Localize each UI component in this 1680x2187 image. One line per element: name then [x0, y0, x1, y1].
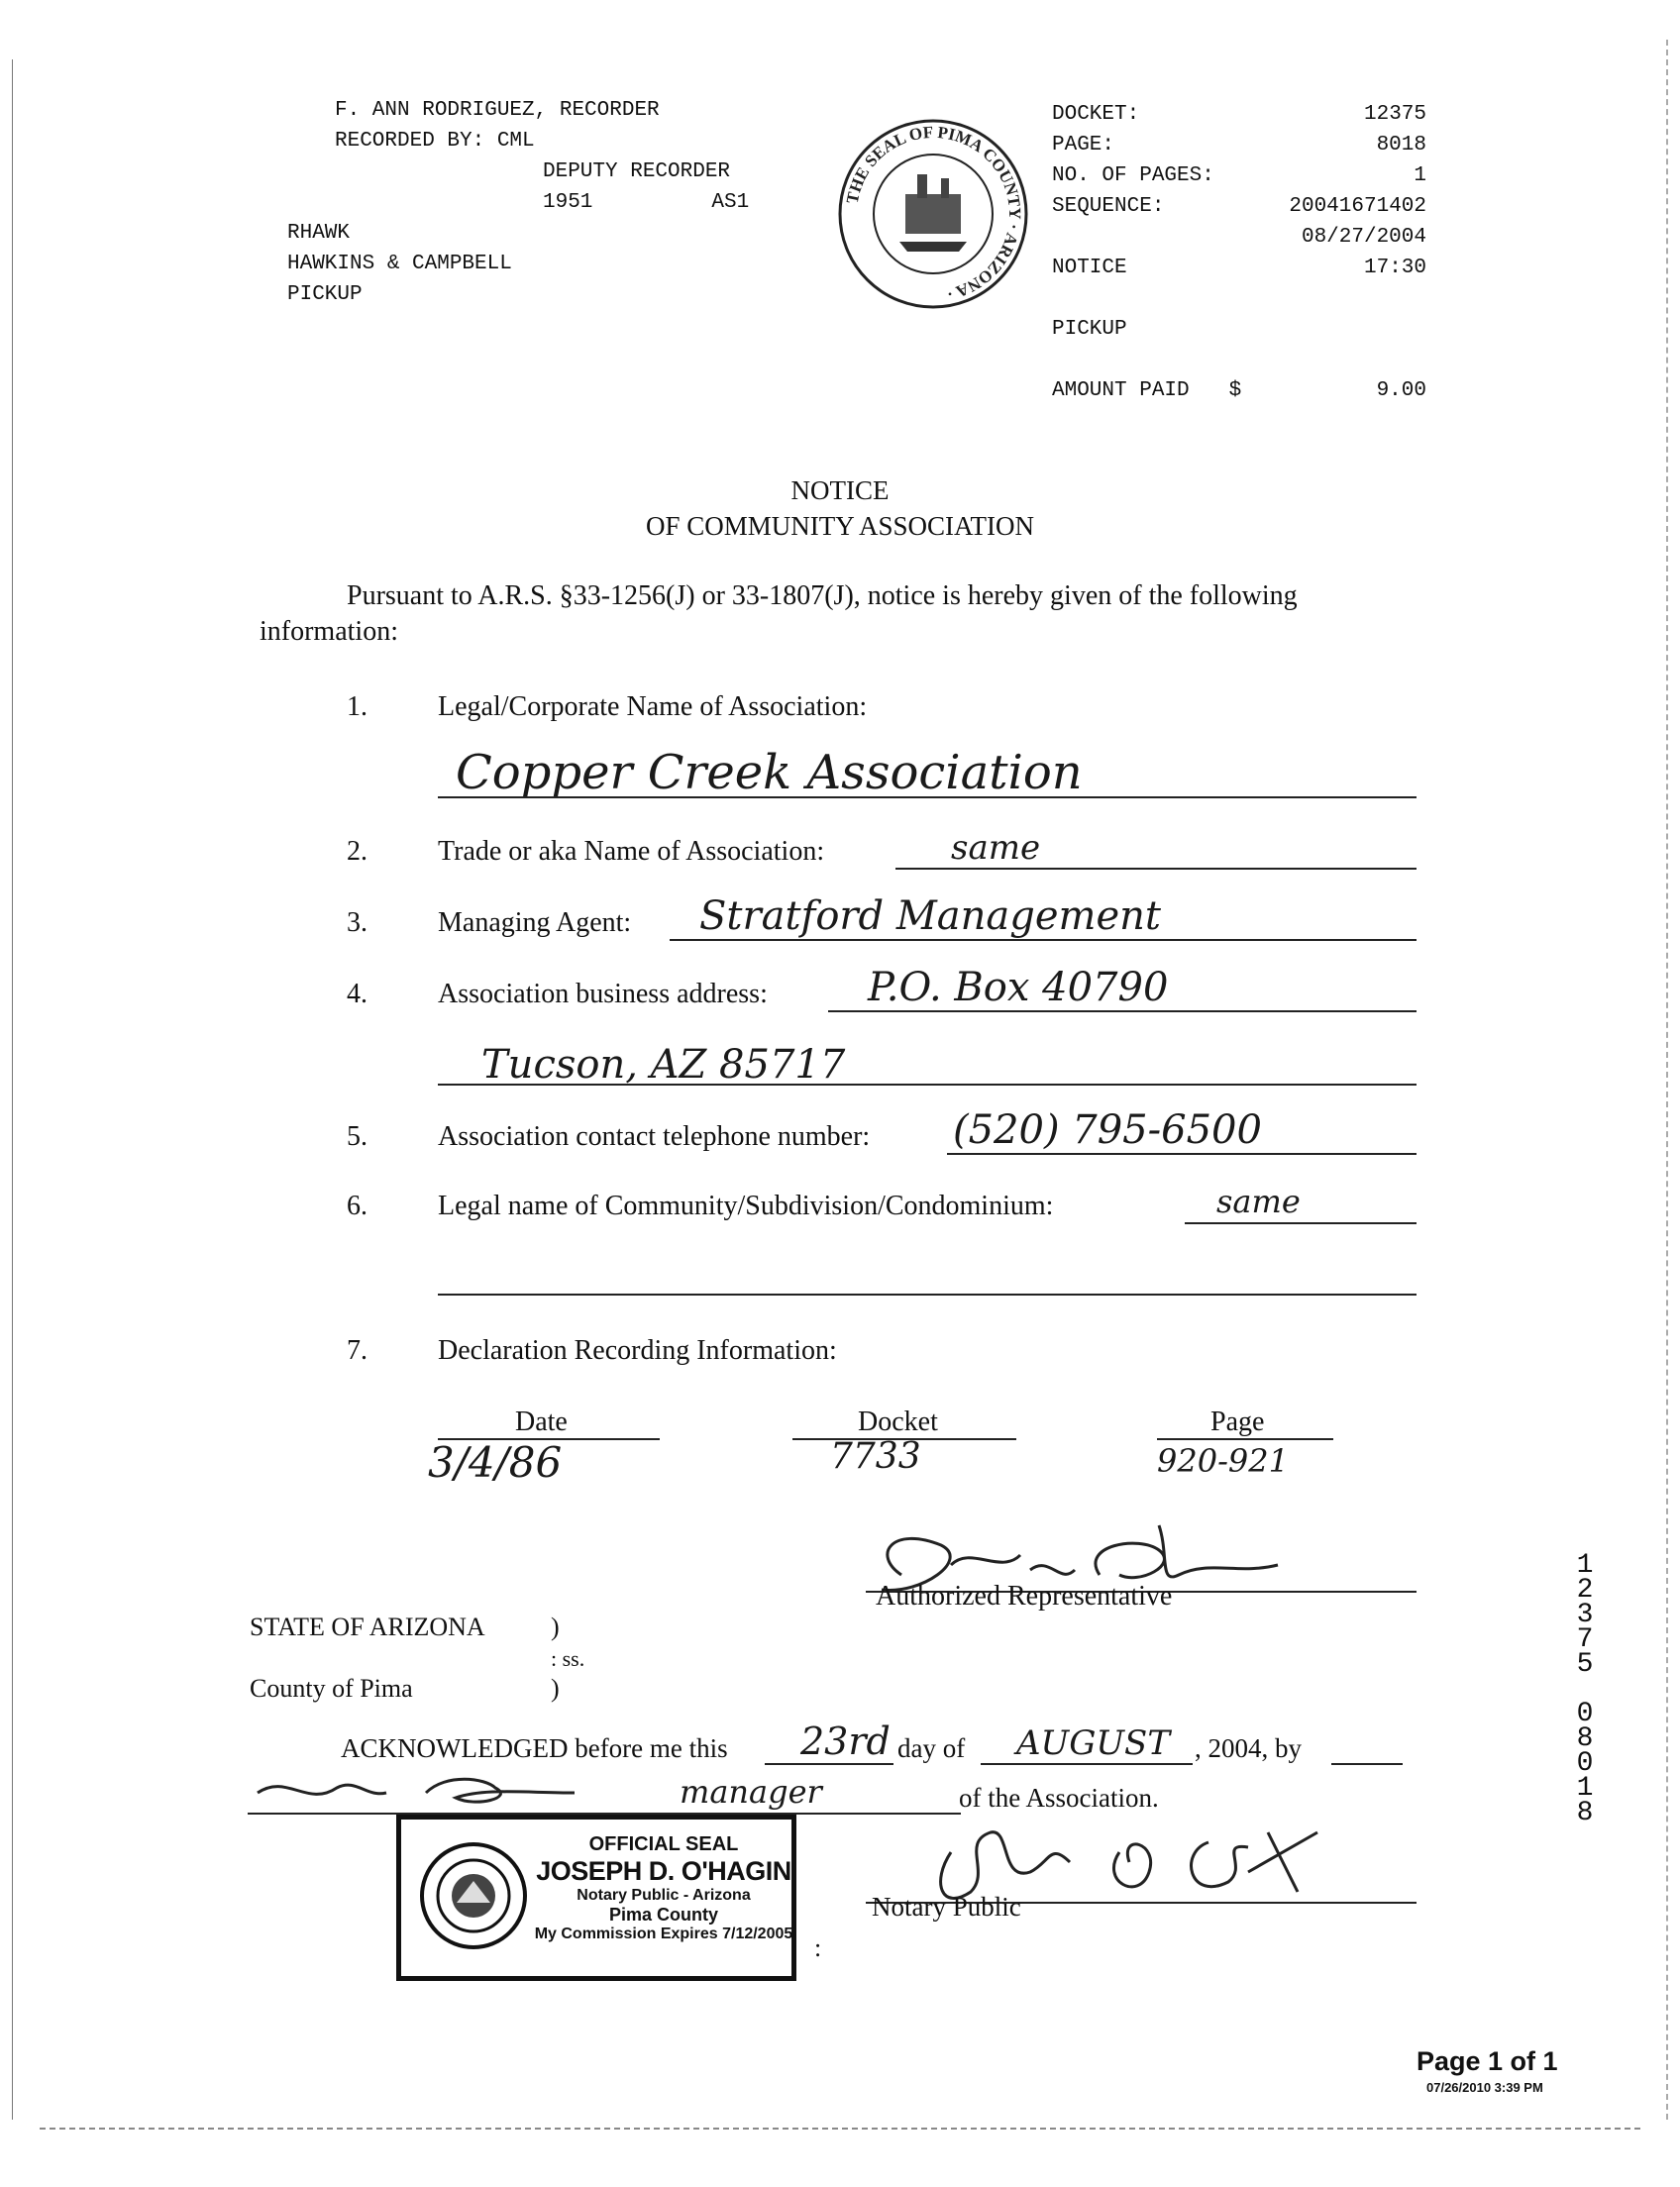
decl-page-value: 920-921 [1157, 1442, 1289, 1480]
sequence-value: 20041671402 [1289, 195, 1426, 218]
ack-month-value: AUGUST [1016, 1723, 1170, 1763]
acknowledged-name-signature-icon [248, 1763, 624, 1813]
notary-stamp-text [530, 1833, 797, 1943]
decl-date-value: 3/4/86 [428, 1438, 563, 1487]
amount-label: AMOUNT PAID [1052, 379, 1190, 402]
item-6-line [1185, 1222, 1417, 1224]
item-7-label: Declaration Recording Information: [438, 1335, 837, 1366]
amount-value: 9.00 [1376, 379, 1426, 402]
ack-role-value: manager [680, 1773, 822, 1811]
recording-time: 17:30 [1363, 257, 1426, 279]
deputy-codes [335, 187, 749, 218]
deputy-recorder: DEPUTY RECORDER [543, 160, 731, 183]
item-4-label: Association business address: [438, 979, 768, 1009]
item-1-value: Copper Creek Association [456, 745, 1083, 800]
item-3-label: Managing Agent: [438, 907, 632, 938]
docket-value: 12375 [1363, 103, 1426, 126]
item-1-line [438, 796, 1417, 798]
margin-digit: 0 [1576, 1699, 1594, 1729]
margin-digit: 1 [1576, 1550, 1594, 1581]
notary-public-label: Notary Public [872, 1892, 1021, 1922]
party-rhawk: RHAWK [287, 222, 351, 245]
scan-edge-bottom [40, 2128, 1640, 2130]
item-4-number: 4. [347, 979, 368, 1009]
doc-title-line2: OF COMMUNITY ASSOCIATION [645, 511, 1035, 541]
decl-page-label: Page [1210, 1406, 1265, 1437]
margin-digit: 3 [1576, 1600, 1594, 1630]
county-label: County of Pima [250, 1674, 413, 1703]
intro-line2: information: [260, 616, 398, 647]
item-2-value: same [951, 828, 1041, 868]
recorded-by: RECORDED BY: CML [335, 130, 535, 153]
stamp-official-seal: OFFICIAL SEAL [588, 1833, 739, 1855]
signature-label: Authorized Representative [876, 1581, 1173, 1612]
margin-digit: 7 [1576, 1624, 1594, 1655]
county-paren: ) [551, 1674, 560, 1703]
item-5-label: Association contact telephone number: [438, 1121, 871, 1152]
item-1-number: 1. [347, 691, 368, 722]
scan-edge-left [12, 59, 13, 2120]
deputy-code-2: AS1 [711, 191, 750, 214]
item-3-line [670, 939, 1417, 941]
stamp-county: Pima County [608, 1905, 718, 1925]
item-3-number: 3. [347, 907, 368, 938]
decl-docket-label: Docket [858, 1406, 938, 1437]
svg-text:THE SEAL OF PIMA COUNTY · ARIZ: THE SEAL OF PIMA COUNTY · ARIZONA · [842, 122, 1025, 304]
ss-label: : ss. [551, 1646, 585, 1671]
state-label: STATE OF ARIZONA [250, 1613, 485, 1641]
recording-info [1052, 99, 1426, 406]
item-5-number: 5. [347, 1121, 368, 1152]
margin-digit: 2 [1576, 1575, 1594, 1606]
margin-digit: 1 [1576, 1773, 1594, 1804]
notary-official-seal [396, 1815, 796, 1981]
item-7-number: 7. [347, 1335, 368, 1366]
recording-date: 08/27/2004 [1301, 226, 1426, 249]
pages-value: 1 [1414, 164, 1426, 187]
item-6-line2 [438, 1294, 1417, 1296]
docket-label: DOCKET: [1052, 103, 1140, 126]
stamp-notary-name: JOSEPH D. O'HAGIN [536, 1856, 791, 1886]
recorder-block [335, 95, 749, 218]
party-block [287, 218, 512, 310]
item-2-label: Trade or aka Name of Association: [438, 836, 825, 867]
stamp-commission: My Commission Expires 7/12/2005 [534, 1926, 793, 1942]
state-paren: ) [551, 1613, 560, 1641]
arizona-state-seal-icon [419, 1841, 528, 1950]
pages-label: NO. OF PAGES: [1052, 164, 1214, 187]
item-4-value-line2: Tucson, AZ 85717 [481, 1042, 846, 1088]
ack-year-text: , 2004, by [1195, 1733, 1302, 1763]
margin-docket-page-number [1565, 1550, 1605, 1828]
doc-title-line1: NOTICE [790, 475, 890, 505]
item-5-line [947, 1153, 1417, 1155]
margin-digit: 8 [1576, 1798, 1594, 1828]
page-value: 8018 [1376, 134, 1426, 156]
notice-label: NOTICE [1052, 257, 1127, 279]
intro-line1: Pursuant to A.R.S. §33-1256(J) or 33-1807(J), notice is hereby given of the following [347, 580, 1298, 611]
scan-edge-right [1666, 40, 1668, 2120]
item-6-number: 6. [347, 1191, 368, 1221]
decl-page-line [1157, 1438, 1333, 1440]
recorder-name: F. ANN RODRIGUEZ, RECORDER [335, 99, 660, 122]
item-4-value-line1: P.O. Box 40790 [868, 965, 1169, 1010]
ack-of-association: of the Association. [959, 1783, 1159, 1813]
ack-text: ACKNOWLEDGED before me this [341, 1733, 728, 1763]
item-2-line [895, 868, 1417, 870]
ack-by-line [1331, 1763, 1403, 1765]
ack-day-line [765, 1763, 893, 1765]
margin-digit: 5 [1576, 1649, 1594, 1680]
footer-page-label: Page 1 of 1 [1417, 2046, 1558, 2076]
decl-date-label: Date [515, 1406, 568, 1437]
item-5-value: (520) 795-6500 [953, 1107, 1262, 1153]
sequence-label: SEQUENCE: [1052, 195, 1165, 218]
margin-digit: 8 [1576, 1723, 1594, 1754]
ack-day-of: day of [897, 1733, 966, 1763]
deputy-code-1: 1951 [543, 191, 593, 214]
item-4-line2 [438, 1084, 1417, 1086]
ack-month-line [981, 1763, 1193, 1765]
pima-county-seal-icon [834, 115, 1032, 313]
pickup-label: PICKUP [1052, 318, 1127, 341]
decl-docket-value: 7733 [830, 1436, 921, 1477]
item-3-value: Stratford Management [699, 893, 1161, 939]
party-hawkins: HAWKINS & CAMPBELL [287, 253, 512, 275]
margin-digit: 0 [1576, 1748, 1594, 1779]
stamp-colon: : [814, 1933, 822, 1962]
item-4-line1 [828, 1010, 1417, 1012]
item-6-label: Legal name of Community/Subdivision/Condominium: [438, 1191, 1054, 1221]
item-6-value: same [1216, 1183, 1301, 1220]
footer-timestamp: 07/26/2010 3:39 PM [1426, 2080, 1543, 2095]
party-pickup: PICKUP [287, 283, 363, 306]
amount-currency: $ [1228, 379, 1242, 402]
stamp-notary-state: Notary Public - Arizona [577, 1887, 751, 1904]
page-label: PAGE: [1052, 134, 1115, 156]
item-1-label: Legal/Corporate Name of Association: [438, 691, 868, 722]
item-2-number: 2. [347, 836, 368, 867]
ack-day-value: 23rd [800, 1719, 891, 1763]
